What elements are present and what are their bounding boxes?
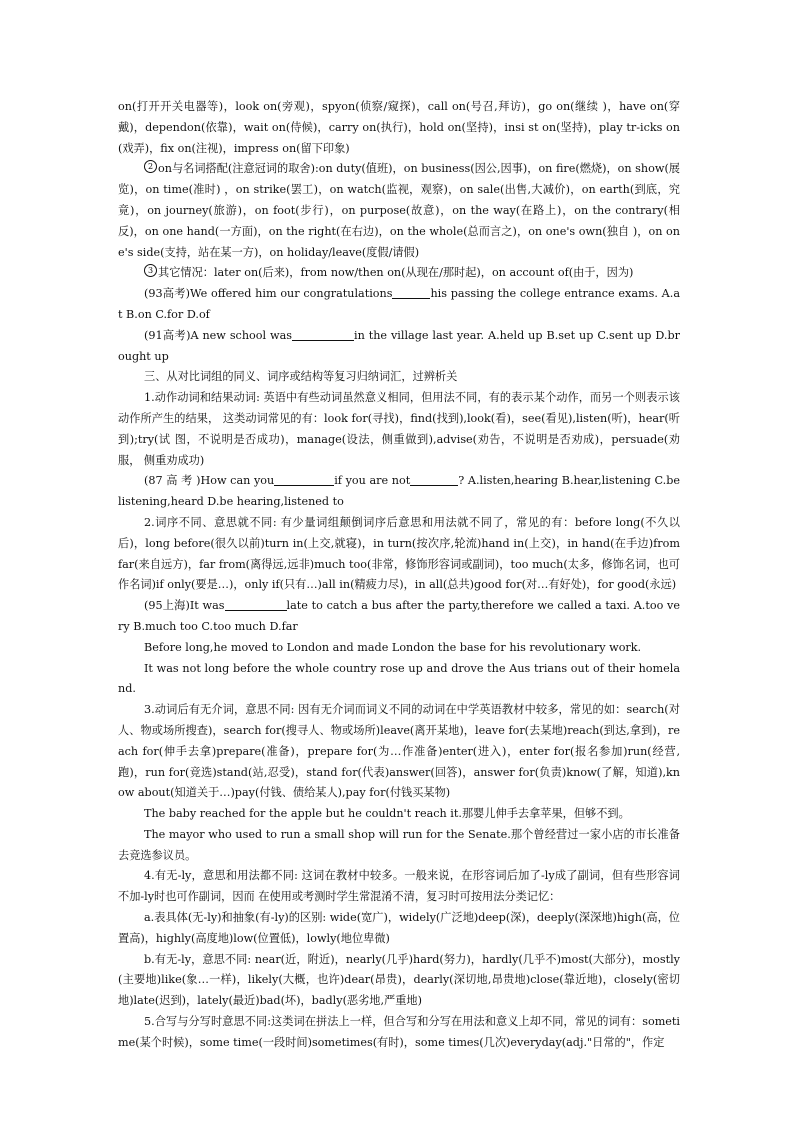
example-sentence: The mayor who used to run a small shop will run for the Senate.那个曾经营过一家小店的市长准备 去竞选参议员。 <box>118 827 680 862</box>
answer-blank <box>292 328 354 341</box>
answer-blank <box>410 473 458 486</box>
circled-number: 2 <box>144 160 157 173</box>
exam-question-87: (87 高 考 )How can you if you are not ? A.listen,hearing B.hear,listening C.be listening,heard D.be hearing,listened to <box>118 474 680 509</box>
exam-question-93: (93高考)We offered him our congratulations his passing the college entrance exams. A.at B.on C.for D.of <box>118 287 680 321</box>
exam-question-91: (91高考)A new school was in the village last year. A.held up B.set up C.sent up D.brought up <box>118 328 680 363</box>
exam-question-95: (95上海)It was late to catch a bus after the party,therefore we called a taxi. A.too very B.much too C.too much D.far <box>118 599 680 633</box>
paragraph-other-cases: 3 其它情况：later on(后来)，from now/then on(从现在/那时起)，on account of(由于，因为) <box>118 263 680 284</box>
answer-blank <box>274 473 334 486</box>
paragraph-ly-a: a.表具体(无-ly)和抽象(有-ly)的区别: wide(宽广)，widely(广泛地)deep(深)，deeply(深深地)high(高，位置高)，highly(高度地)low(位置低)，lowly(地位卑微) <box>118 911 680 945</box>
answer-blank <box>392 286 430 299</box>
answer-blank <box>225 598 287 611</box>
paragraph-on-verbs: on(打开开关电器等)，look on(旁观)，spyon(侦察/窥探)，call on(号召,拜访)，go on(继续 )，have on(穿戴)，dependon(依靠)，wait on(侍候)，carry on(执行)，hold on(坚持)，insi st on(坚持)，play tr-icks on(戏弄)，fix on(注视)，impress on(留下印象) <box>118 100 680 155</box>
paragraph-prepositions: 3.动词后有无介词，意思不同: 因有无介词而词义不同的动词在中学英语教材中较多，常见的如：search(对人、物或场所搜查)，search for(搜寻人、物或场所)leave(离开某地)，leave for(去某地)reach(到达,拿到)，reach for(伸手去拿)prepare(准备)，prepare for(为…作准备)enter(进入)，enter for(报名参加)run(经营,跑)，run for(竞选)stand(站,忍受)，stand for(代表)answer(回答)，answer for(负责)know(了解，知道),know about(知道关于…)pay(付钱、债给某人),pay for(付钱买某物) <box>118 703 680 800</box>
section-heading: 三、从对比词组的同义、词序或结构等复习归纳词汇，过辨析关 <box>144 370 458 384</box>
paragraph-word-order: 2.词序不同、意思就不同: 有少量词组颠倒词序后意思和用法就不同了，常见的有：before long(不久以后)，long before(很久以前)turn in(上交,就寝)，in turn(按次序,轮流)hand in(上交)，in hand(在手边)from far(来自远方)，far from(离得远,远非)much too(非常，修饰形容词或副词)，too much(太多，修饰名词，也可作名词)if only(要是…)，only if(只有…)all in(精疲力尽)，in all(总共)good for(对…有好处)，for good(永远) <box>118 515 680 592</box>
example-sentence: Before long,he moved to London and made London the base for his revolutionary work. <box>144 640 642 654</box>
circled-number: 3 <box>144 264 157 277</box>
paragraph-action-result-verbs: 1.动作动词和结果动词: 英语中有些动词虽然意义相同，但用法不同，有的表示某个动作，而另一个则表示该动作所产生的结果， 这类动词常见的有：look for(寻找)，find(找到),look(看)，see(看见),listen(听)，hear(听到);try(试 图，不说明是否成功)，manage(设法，侧重做到),advise(劝告，不说明是否劝成)，persuade(劝服， 侧重劝成功) <box>118 391 680 467</box>
example-sentence: It was not long before the whole country rose up and drove the Aus trians out of their homeland. <box>118 661 680 696</box>
paragraph-on-nouns: 2 on与名词搭配(注意冠词的取舍):on duty(值班)，on business(因公,因事)，on fire(燃烧)，on show(展览)，on time(准时) ，on strike(罢工)，on watch(监视，观察)，on sale(出售,大减价)，on earth(到底，究竟)，on journey(旅游)，on foot(步行)，on purpose(故意)，on the way(在路上)，on the contrary(相 反)，on one hand(一方面)，on the right(在右边)，on the whole(总而言之)，on one's own(独自 )，on one's side(支持，站在某一方)，on holiday/leave(度假/请假) <box>118 162 680 259</box>
paragraph-ly-b: b.有无-ly，意思不同: near(近，附近)，nearly(几乎)hard(努力)，hardly(几乎不)most(大部分)，mostly(主要地)like(象…一样)，likely(大概，也许)dear(昂贵)，dearly(深切地,昂贵地)close(靠近地)，closely(密切地)late(迟到)，lately(最近)bad(坏)，badly(恶劣地,严重地) <box>118 952 680 1008</box>
example-sentence: The baby reached for the apple but he couldn't reach it.那婴儿伸手去拿苹果，但够不到。 <box>144 807 630 821</box>
paragraph-compound-words: 5.合写与分写时意思不同:这类词在拼法上一样，但合写和分写在用法和意义上却不同，常见的词有：sometime(某个时候)，some time(一段时间)sometimes(有时)，some times(几次)everyday(adj."日常的"，作定 <box>118 1015 680 1049</box>
paragraph-ly-suffix: 4.有无-ly，意思和用法都不同: 这词在教材中较多。一般来说，在形容词后加了-ly成了副词，但有些形容词不加-ly时也可作副词，因而 在使用或考测时学生常混淆不清，复习时可按用法分类记忆： <box>118 869 680 904</box>
document-page <box>118 97 680 1054</box>
